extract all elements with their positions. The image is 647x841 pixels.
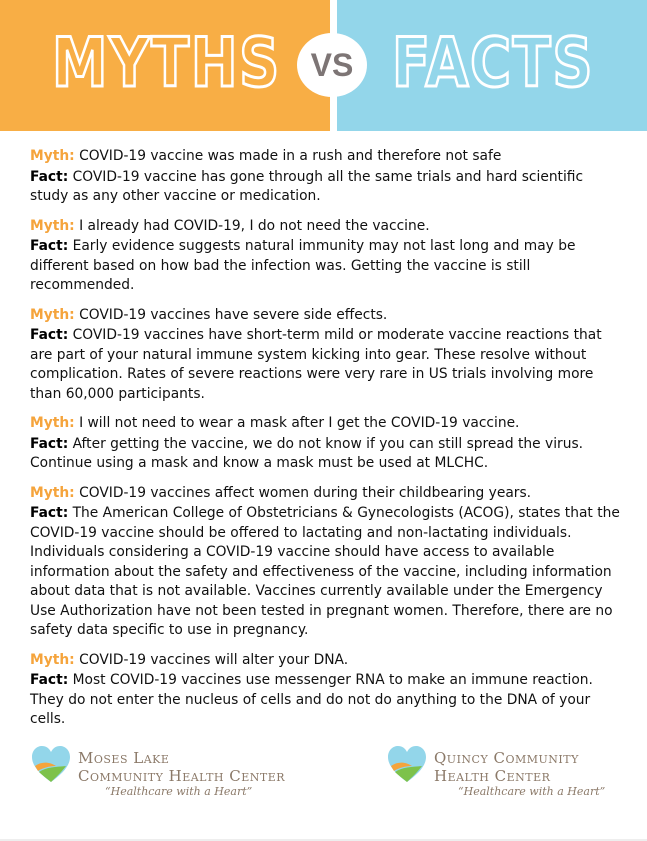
fact-line	[30, 504, 625, 641]
footer-logos	[0, 742, 647, 812]
myth-label: Myth:	[30, 148, 75, 164]
vs-label: VS	[310, 46, 354, 83]
myth-label: Myth:	[30, 306, 75, 323]
myth-text: I will not need to wear a mask after I get the COVID-19 vaccine.	[79, 415, 520, 431]
myth-fact-item-4	[30, 414, 625, 474]
myth-line	[30, 147, 625, 167]
fact-text: COVID-19 vaccines have short-term mild or moderate vaccine reactions that are part of your natural immune system kicking into gear. These resolve without complication. Rates of severe reactions were very rare in US trials involving more than 60,000 participants.	[30, 327, 602, 402]
myths-facts-list	[30, 147, 625, 740]
quincy-name	[434, 749, 579, 785]
fact-label: Fact:	[30, 238, 69, 254]
fact-text: Most COVID-19 vaccines use messenger RNA to make an immune reaction. They do not enter the nucleus of cells and do not do anything to the DNA of your cells.	[30, 672, 593, 727]
quincy-name-line2: Health Center	[434, 767, 551, 785]
myth-label: Myth:	[30, 415, 75, 431]
fact-label: Fact:	[30, 672, 69, 688]
myth-line	[30, 414, 625, 434]
banner-facts-title: FACTS	[392, 24, 595, 103]
fact-label: Fact:	[30, 168, 69, 185]
myth-fact-item-6	[30, 651, 625, 730]
fact-line	[30, 671, 625, 730]
fact-label: Fact:	[30, 435, 69, 452]
fact-label: Fact:	[30, 327, 69, 343]
fact-line	[30, 326, 625, 404]
fact-line	[30, 237, 625, 296]
myth-fact-item-5	[30, 484, 625, 641]
myth-line	[30, 484, 625, 504]
myth-text: COVID-19 vaccines have severe side effects.	[79, 306, 388, 323]
moses-lake-tagline: “Healthcare with a Heart”	[105, 785, 253, 798]
banner-myths-title: MYTHS	[52, 24, 281, 103]
heart-landscape-icon	[386, 744, 428, 784]
myth-label: Myth:	[30, 651, 75, 668]
fact-text: COVID-19 vaccine has gone through all the same trials and hard scientific study as any other vaccine or medication.	[30, 168, 584, 204]
myth-line	[30, 217, 625, 237]
quincy-name-line1: Quincy Community	[434, 749, 579, 767]
fact-label: Fact:	[30, 505, 69, 521]
moses-lake-name-line2: Community Health Center	[78, 767, 286, 785]
quincy-tagline: “Healthcare with a Heart”	[458, 785, 606, 798]
myth-text: COVID-19 vaccine was made in a rush and therefore not safe	[79, 148, 502, 164]
myth-label: Myth:	[30, 217, 75, 234]
myth-text: COVID-19 vaccines affect women during their childbearing years.	[79, 484, 532, 501]
myth-fact-item-2	[30, 217, 625, 296]
myth-fact-item-3	[30, 306, 625, 405]
myth-text: COVID-19 vaccines will alter your DNA.	[79, 651, 349, 668]
fact-line	[30, 435, 625, 474]
moses-lake-name	[78, 749, 285, 785]
vs-badge	[297, 33, 367, 97]
fact-text: After getting the vaccine, we do not know if you can still spread the virus. Continue using a mask and know a mask must be used at MLCHC.	[30, 435, 584, 471]
heart-landscape-icon	[30, 744, 72, 784]
myth-text: I already had COVID-19, I do not need the vaccine.	[79, 217, 430, 234]
myth-line	[30, 651, 625, 671]
fact-text: The American College of Obstetricians & Gynecologists (ACOG), states that the COVID-19 vaccine should be offered to lactating and non-lactating individuals. Individuals considering a COVID-19 vaccine should have access to available information about the safety and effectiveness of the vaccine, including information about data that is not available. Vaccines currently available under the Emergency Use Authorization have not been tested in pregnant women. Therefore, there are no safety data specific to use in pregnancy.	[30, 505, 620, 638]
myth-line	[30, 306, 625, 326]
moses-lake-name-line1: Moses Lake	[78, 749, 170, 767]
fact-text: Early evidence suggests natural immunity may not last long and may be different based on how bad the infection was. Getting the vaccine is still recommended.	[30, 238, 576, 293]
header-banner	[0, 0, 647, 131]
myth-fact-item-1	[30, 147, 625, 207]
myth-label: Myth:	[30, 484, 75, 501]
fact-line	[30, 168, 625, 207]
